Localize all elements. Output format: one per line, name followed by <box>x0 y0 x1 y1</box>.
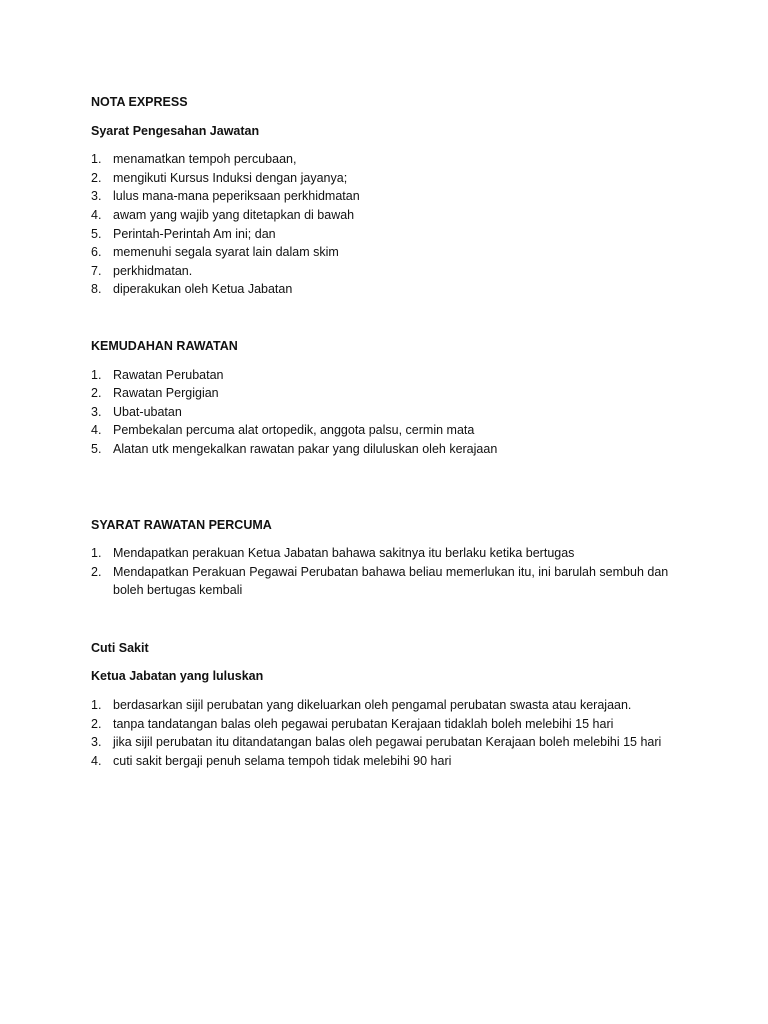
list-cuti-sakit <box>91 696 691 770</box>
list-item <box>91 403 691 422</box>
list-text: Ubat-ubatan <box>113 404 182 419</box>
list-item <box>91 752 691 771</box>
list-text: Rawatan Perubatan <box>113 367 224 382</box>
list-text: Perintah-Perintah Am ini; dan <box>113 226 276 241</box>
list-text: Alatan utk mengekalkan rawatan pakar yang diluluskan oleh kerajaan <box>113 441 498 456</box>
list-number: 1. <box>91 546 102 561</box>
list-text: awam yang wajib yang ditetapkan di bawah <box>113 207 355 222</box>
list-text: Mendapatkan perakuan Ketua Jabatan bahawa sakitnya itu berlaku ketika bertugas <box>113 546 575 561</box>
list-number: 8. <box>91 282 102 297</box>
list-text: jika sijil perubatan itu ditandatangan balas oleh pegawai perubatan Kerajaan boleh melebihi 15 hari <box>113 735 662 750</box>
list-item <box>91 715 691 734</box>
list-number: 1. <box>91 367 102 382</box>
list-text: diperakukan oleh Ketua Jabatan <box>113 282 293 297</box>
list-text: Rawatan Pergigian <box>113 386 219 401</box>
list-item <box>91 563 691 600</box>
list-number: 1. <box>91 698 102 713</box>
list-text: lulus mana-mana peperiksaan perkhidmatan <box>113 189 360 204</box>
list-text: Mendapatkan Perakuan Pegawai Perubatan bahawa beliau memerlukan itu, ini barulah sembuh dan boleh bertugas kembali <box>113 564 669 598</box>
list-text: memenuhi segala syarat lain dalam skim <box>113 245 339 260</box>
list-syarat-rawatan-percuma <box>91 544 691 600</box>
list-item <box>91 150 691 169</box>
list-number: 4. <box>91 207 102 222</box>
list-number: 2. <box>91 564 102 579</box>
document-body <box>91 93 691 770</box>
section-subheading-ketua-jabatan: Ketua Jabatan yang luluskan <box>91 669 264 684</box>
list-item <box>91 243 691 262</box>
list-number: 3. <box>91 735 102 750</box>
list-item <box>91 206 691 225</box>
list-text: cuti sakit bergaji penuh selama tempoh tidak melebihi 90 hari <box>113 753 452 768</box>
list-number: 1. <box>91 152 102 167</box>
list-number: 2. <box>91 716 102 731</box>
list-number: 2. <box>91 170 102 185</box>
section-heading-syarat-pengesahan: Syarat Pengesahan Jawatan <box>91 123 260 138</box>
list-item <box>91 421 691 440</box>
list-item <box>91 225 691 244</box>
list-item <box>91 262 691 281</box>
list-item <box>91 733 691 752</box>
list-item <box>91 187 691 206</box>
list-text: berdasarkan sijil perubatan yang dikeluarkan oleh pengamal perubatan swasta atau kerajaan. <box>113 698 632 713</box>
list-number: 7. <box>91 263 102 278</box>
list-item <box>91 280 691 299</box>
list-item <box>91 440 691 459</box>
list-item <box>91 169 691 188</box>
list-number: 4. <box>91 423 102 438</box>
list-text: tanpa tandatangan balas oleh pegawai perubatan Kerajaan tidaklah boleh melebihi 15 hari <box>113 716 614 731</box>
section-heading-cuti-sakit: Cuti Sakit <box>91 640 149 655</box>
list-item <box>91 384 691 403</box>
list-text: menamatkan tempoh percubaan, <box>113 152 297 167</box>
list-number: 2. <box>91 386 102 401</box>
list-text: mengikuti Kursus Induksi dengan jayanya; <box>113 170 348 185</box>
list-item <box>91 696 691 715</box>
list-number: 6. <box>91 245 102 260</box>
list-syarat-pengesahan <box>91 150 691 299</box>
list-text: Pembekalan percuma alat ortopedik, anggota palsu, cermin mata <box>113 423 475 438</box>
section-heading-kemudahan-rawatan: KEMUDAHAN RAWATAN <box>91 338 238 353</box>
list-number: 5. <box>91 441 102 456</box>
document-title: NOTA EXPRESS <box>91 95 188 109</box>
list-number: 3. <box>91 189 102 204</box>
list-item <box>91 544 691 563</box>
list-number: 3. <box>91 404 102 419</box>
section-heading-syarat-rawatan-percuma: SYARAT RAWATAN PERCUMA <box>91 517 272 532</box>
list-item <box>91 366 691 385</box>
list-kemudahan-rawatan <box>91 366 691 459</box>
list-number: 5. <box>91 226 102 241</box>
list-text: perkhidmatan. <box>113 263 193 278</box>
list-number: 4. <box>91 753 102 768</box>
